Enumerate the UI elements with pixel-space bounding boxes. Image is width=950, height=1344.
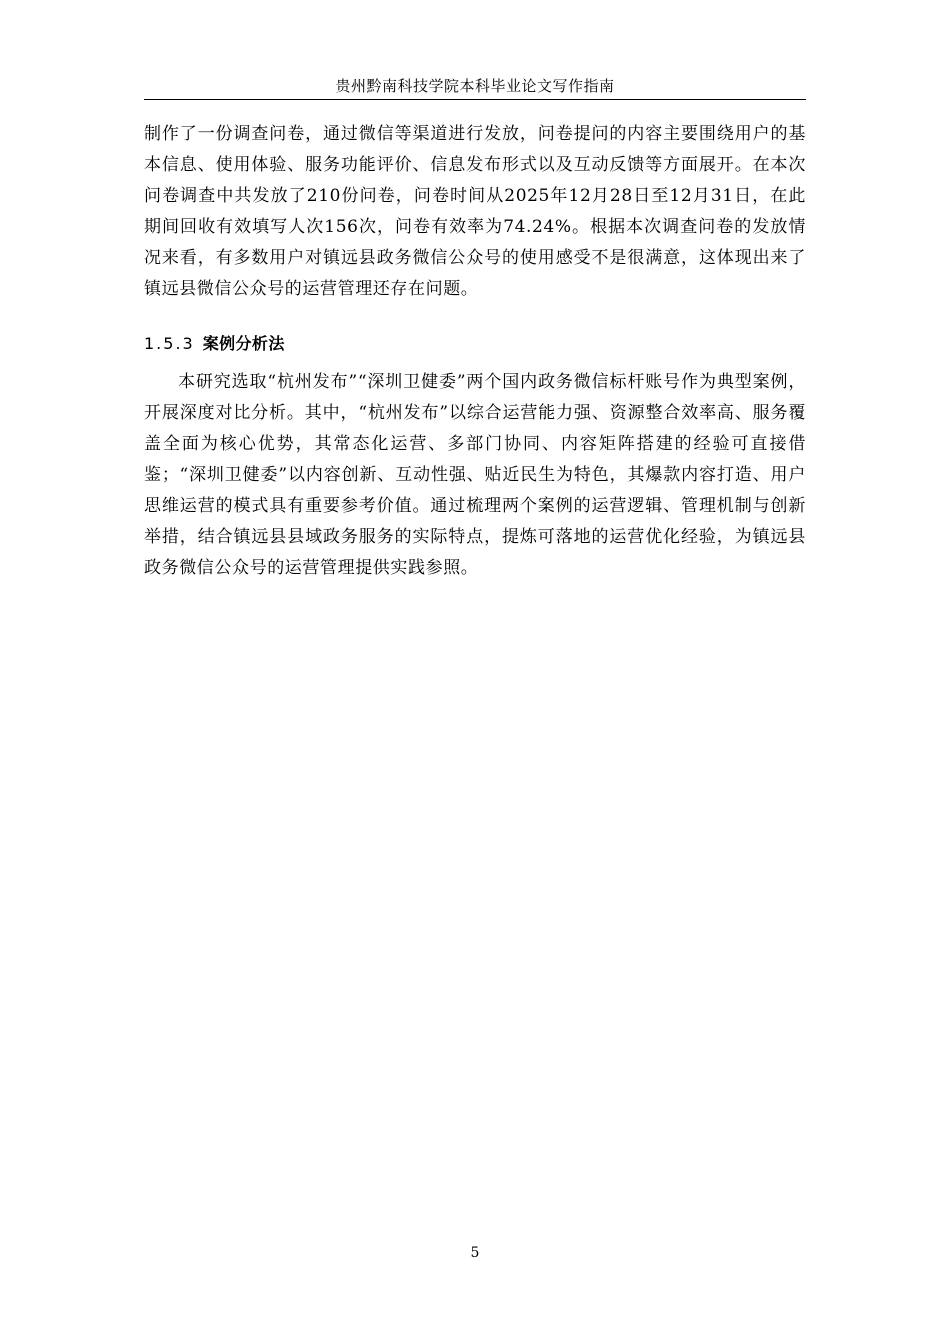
section-number: 1.5.3 — [144, 334, 195, 353]
running-header: 贵州黔南科技学院本科毕业论文写作指南 — [335, 77, 615, 95]
section-title: 案例分析法 — [202, 334, 285, 353]
section-heading — [144, 330, 806, 358]
header-rule — [144, 99, 806, 100]
paragraph-case-analysis: 本研究选取“杭州发布”“深圳卫健委”两个国内政务微信标杆账号作为典型案例，开展深度对比分析。其中，“杭州发布”以综合运营能力强、资源整合效率高、服务覆盖全面为核心优势，其常态化运营、多部门协同、内容矩阵搭建的经验可直接借鉴；“深圳卫健委”以内容创新、互动性强、贴近民生为特色，其爆款内容打造、用户思维运营的模式具有重要参考价值。通过梳理两个案例的运营逻辑、管理机制与创新举措，结合镇远县县域政务服务的实际特点，提炼可落地的运营优化经验，为镇远县政务微信公众号的运营管理提供实践参照。 — [144, 372, 806, 578]
page-number: 5 — [470, 1245, 480, 1261]
paragraph-survey: 制作了一份调查问卷，通过微信等渠道进行发放，问卷提问的内容主要围绕用户的基本信息、使用体验、服务功能评价、信息发布形式以及互动反馈等方面展开。在本次问卷调查中共发放了210份问卷，问卷时间从2025年12月28日至12月31日，在此期间回收有效填写人次156次，问卷有效率为74.24%。根据本次调查问卷的发放情况来看，有多数用户对镇远县政务微信公众号的使用感受不是很满意，这体现出来了镇远县微信公众号的运营管理还存在问题。 — [144, 124, 806, 299]
